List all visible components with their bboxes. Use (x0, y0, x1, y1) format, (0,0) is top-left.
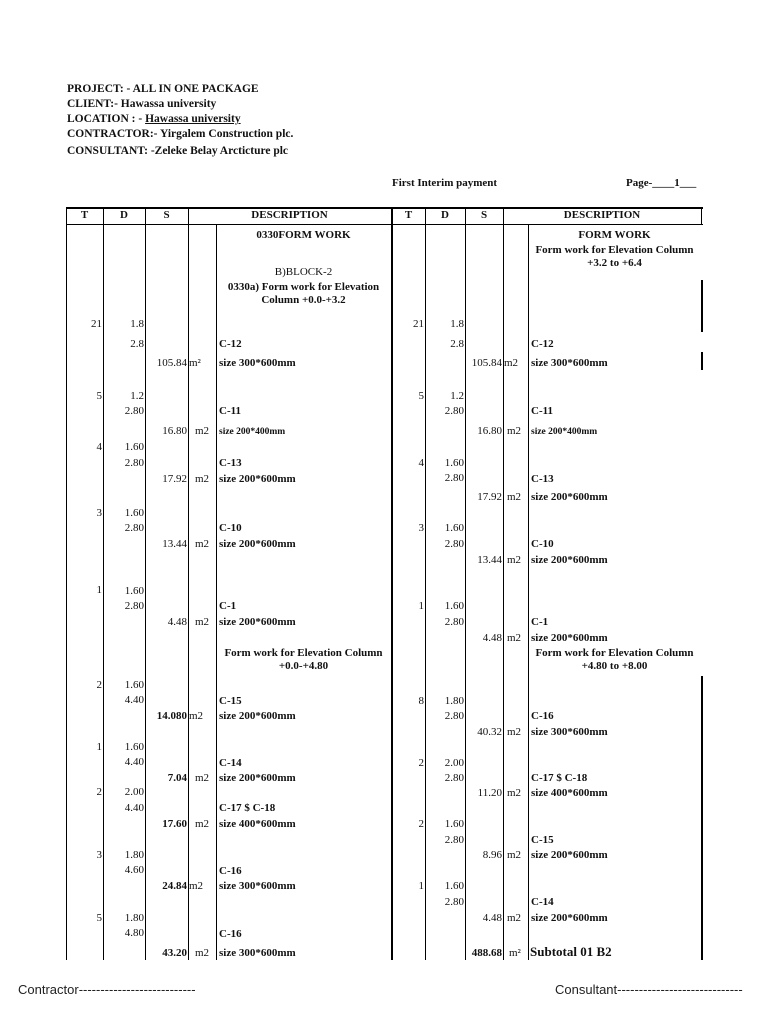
left-r8-unit: m2 (195, 818, 210, 830)
left-r1-dim2: 2.8 (130, 338, 144, 350)
right-r7-dim1: 2.00 (444, 757, 464, 769)
left-r6-unit: m2 (189, 710, 204, 722)
left-r8-size: size 400*600mm (219, 818, 296, 830)
left-r10-dim1: 1.80 (124, 912, 144, 924)
left-r7-unit: m2 (195, 772, 210, 784)
left-r6-sum: 14.080 (156, 710, 187, 722)
left-r3-dim2: 2.80 (124, 457, 144, 469)
left-r2-dim1: 1.2 (130, 390, 144, 402)
header-s-left: S (163, 209, 170, 221)
left-r5-dim2: 2.80 (124, 600, 144, 612)
left-r6-dim2: 4.40 (124, 694, 144, 706)
header-t-left: T (80, 209, 89, 221)
right-r4-sum: 13.44 (477, 554, 502, 566)
header-t-right: T (404, 209, 413, 221)
left-r10-unit: m2 (195, 947, 210, 959)
left-r5-sum: 4.48 (167, 616, 187, 628)
left-r3-size: size 200*600mm (219, 473, 296, 485)
left-block-title: B)BLOCK-2 (274, 266, 333, 278)
right-r8-name: C-15 (531, 834, 554, 846)
right-r5-dim2: 2.80 (444, 616, 464, 628)
right-r8-dim2: 2.80 (444, 834, 464, 846)
left-r4-dim1: 1.60 (124, 507, 144, 519)
right-r6-size: size 300*600mm (531, 726, 608, 738)
right-r2-unit: m2 (507, 425, 522, 437)
left-r4-times: 3 (96, 507, 102, 519)
right-r5-dim1: 1.60 (444, 600, 464, 612)
left-r10-size: size 300*600mm (219, 947, 296, 959)
header-description-left: DESCRIPTION (251, 209, 328, 221)
left-r8-sum: 17.60 (162, 818, 187, 830)
left-r7-times: 1 (96, 741, 102, 753)
right-r6-dim1: 1.80 (444, 695, 464, 707)
right-subheading-1: Form work for Elevation Column +3.2 to +6.4 (535, 244, 694, 269)
left-r1-name: C-12 (219, 338, 242, 350)
left-r5-unit: m2 (195, 616, 210, 628)
header-description-right: DESCRIPTION (563, 209, 641, 221)
left-r1-sum: 105.84 (156, 357, 187, 369)
left-r1-times: 21 (91, 318, 102, 330)
right-r7-dim2: 2.80 (444, 772, 464, 784)
right-r8-size: size 200*600mm (531, 849, 608, 861)
right-r2-size: size 200*400mm (531, 427, 598, 437)
right-r4-name: C-10 (531, 538, 554, 550)
left-r2-dim2: 2.80 (124, 405, 144, 417)
right-r7-unit: m2 (507, 787, 522, 799)
right-r2-dim1: 1.2 (450, 390, 464, 402)
left-r9-size: size 300*600mm (219, 880, 296, 892)
right-r6-sum: 40.32 (477, 726, 502, 738)
right-r3-times: 4 (418, 457, 424, 469)
right-r9-dim2: 2.80 (444, 896, 464, 908)
left-r1-unit: m² (189, 357, 201, 369)
consultant-line: CONSULTANT: -Zeleke Belay Arcticture plc (67, 145, 289, 157)
right-r7-sum: 11.20 (477, 787, 502, 799)
project-line: PROJECT: - ALL IN ONE PACKAGE (67, 83, 259, 95)
left-r10-dim2: 4.80 (124, 927, 144, 939)
left-r8-name: C-17 $ C-18 (219, 802, 276, 814)
left-r7-sum: 7.04 (167, 772, 187, 784)
left-r7-dim2: 4.40 (124, 756, 144, 768)
right-r5-name: C-1 (531, 616, 549, 628)
left-r7-name: C-14 (219, 757, 242, 769)
right-r5-sum: 4.48 (482, 632, 502, 644)
right-r9-dim1: 1.60 (444, 880, 464, 892)
left-r5-dim1: 1.60 (124, 585, 144, 597)
contractor-line: CONTRACTOR:- Yirgalem Construction plc. (67, 128, 294, 140)
right-subtotal-unit: m² (509, 947, 521, 959)
header-d-right: D (441, 209, 449, 221)
right-r6-name: C-16 (531, 710, 554, 722)
right-r4-dim1: 1.60 (444, 522, 464, 534)
left-r7-dim1: 1.60 (124, 741, 144, 753)
right-r3-dim1: 1.60 (444, 457, 464, 469)
right-section-title: FORM WORK (578, 229, 651, 241)
left-r9-dim2: 4.60 (124, 864, 144, 876)
right-r6-unit: m2 (507, 726, 522, 738)
left-r4-name: C-10 (219, 522, 242, 534)
right-r9-times: 1 (418, 880, 424, 892)
right-r6-dim2: 2.80 (444, 710, 464, 722)
page-number: Page-____1___ (626, 177, 697, 189)
left-r3-sum: 17.92 (162, 473, 187, 485)
left-r2-size: size 200*400mm (219, 427, 286, 437)
right-r7-name: C-17 $ C-18 (531, 772, 588, 784)
left-r2-sum: 16.80 (162, 425, 187, 437)
left-r2-name: C-11 (219, 405, 241, 417)
left-r3-times: 4 (96, 441, 102, 453)
left-r8-times: 2 (96, 786, 102, 798)
right-r9-size: size 200*600mm (531, 912, 608, 924)
right-r3-unit: m2 (507, 491, 522, 503)
left-r8-dim1: 2.00 (124, 786, 144, 798)
header-d-left: D (120, 209, 128, 221)
right-r6-times: 8 (418, 695, 424, 707)
left-r5-size: size 200*600mm (219, 616, 296, 628)
left-r5-times: 1 (96, 584, 102, 596)
left-r7-size: size 200*600mm (219, 772, 296, 784)
right-r5-unit: m2 (507, 632, 522, 644)
right-r4-size: size 200*600mm (531, 554, 608, 566)
left-r6-size: size 200*600mm (219, 710, 296, 722)
right-r9-sum: 4.48 (482, 912, 502, 924)
left-r9-name: C-16 (219, 865, 242, 877)
right-r4-times: 3 (418, 522, 424, 534)
left-r2-times: 5 (96, 390, 102, 402)
left-r4-sum: 13.44 (162, 538, 187, 550)
left-r6-dim1: 1.60 (124, 679, 144, 691)
right-r2-name: C-11 (531, 405, 553, 417)
contractor-signature-line: Contractor--------------------------- (18, 982, 196, 997)
left-r6-name: C-15 (219, 695, 242, 707)
right-r1-times: 21 (413, 318, 424, 330)
left-r4-size: size 200*600mm (219, 538, 296, 550)
left-r5-name: C-1 (219, 600, 237, 612)
left-r2-unit: m2 (195, 425, 210, 437)
client-line: CLIENT:- Hawassa university (67, 98, 217, 110)
right-r7-times: 2 (418, 757, 424, 769)
consultant-signature-line: Consultant----------------------------- (555, 982, 743, 997)
left-r4-dim2: 2.80 (124, 522, 144, 534)
right-r1-dim2: 2.8 (450, 338, 464, 350)
right-r1-unit: m2 (504, 357, 519, 369)
location-label: LOCATION : - (67, 113, 146, 125)
left-r4-unit: m2 (195, 538, 210, 550)
right-r8-sum: 8.96 (482, 849, 502, 861)
left-r9-times: 3 (96, 849, 102, 861)
left-section-title: 0330FORM WORK (256, 229, 351, 241)
right-r2-sum: 16.80 (477, 425, 502, 437)
right-r4-dim2: 2.80 (444, 538, 464, 550)
right-r9-name: C-14 (531, 896, 554, 908)
left-r6-times: 2 (96, 679, 102, 691)
header-s-right: S (480, 209, 488, 221)
right-r2-times: 5 (418, 390, 424, 402)
left-r9-unit: m2 (189, 880, 204, 892)
right-r5-size: size 200*600mm (531, 632, 608, 644)
left-r1-dim1: 1.8 (130, 318, 144, 330)
right-subtotal-sum: 488.68 (471, 947, 502, 959)
right-r1-size: size 300*600mm (531, 357, 608, 369)
left-r8-dim2: 4.40 (124, 802, 144, 814)
right-r5-times: 1 (418, 600, 424, 612)
left-subheading-2: Form work for Elevation Column +0.0-+4.80 (224, 647, 383, 672)
right-r1-dim1: 1.8 (450, 318, 464, 330)
left-r10-name: C-16 (219, 928, 242, 940)
left-r1-size: size 300*600mm (219, 357, 296, 369)
right-r3-name: C-13 (531, 473, 554, 485)
right-r4-unit: m2 (507, 554, 522, 566)
left-r3-dim1: 1.60 (124, 441, 144, 453)
left-r10-times: 5 (96, 912, 102, 924)
left-r9-sum: 24.84 (162, 880, 187, 892)
right-r8-times: 2 (418, 818, 424, 830)
payment-title: First Interim payment (392, 177, 498, 189)
left-r10-sum: 43.20 (162, 947, 187, 959)
left-r3-name: C-13 (219, 457, 242, 469)
right-r8-dim1: 1.60 (444, 818, 464, 830)
left-subheading-1: 0330a) Form work for Elevation Column +0.0-+3.2 (227, 281, 380, 306)
right-r3-dim2: 2.80 (444, 472, 464, 484)
location-line (67, 112, 241, 127)
left-r9-dim1: 1.80 (124, 849, 144, 861)
left-r3-unit: m2 (195, 473, 210, 485)
right-r3-size: size 200*600mm (531, 491, 608, 503)
right-subtotal-label: Subtotal 01 B2 (530, 944, 612, 959)
right-r9-unit: m2 (507, 912, 522, 924)
right-r1-sum: 105.84 (471, 357, 502, 369)
right-r2-dim2: 2.80 (444, 405, 464, 417)
right-r8-unit: m2 (507, 849, 522, 861)
right-r7-size: size 400*600mm (531, 787, 608, 799)
location-value: Hawassa university (145, 113, 241, 125)
right-r1-name: C-12 (531, 338, 554, 350)
right-subheading-2: Form work for Elevation Column +4.80 to +8.00 (535, 647, 694, 672)
right-r3-sum: 17.92 (477, 491, 502, 503)
